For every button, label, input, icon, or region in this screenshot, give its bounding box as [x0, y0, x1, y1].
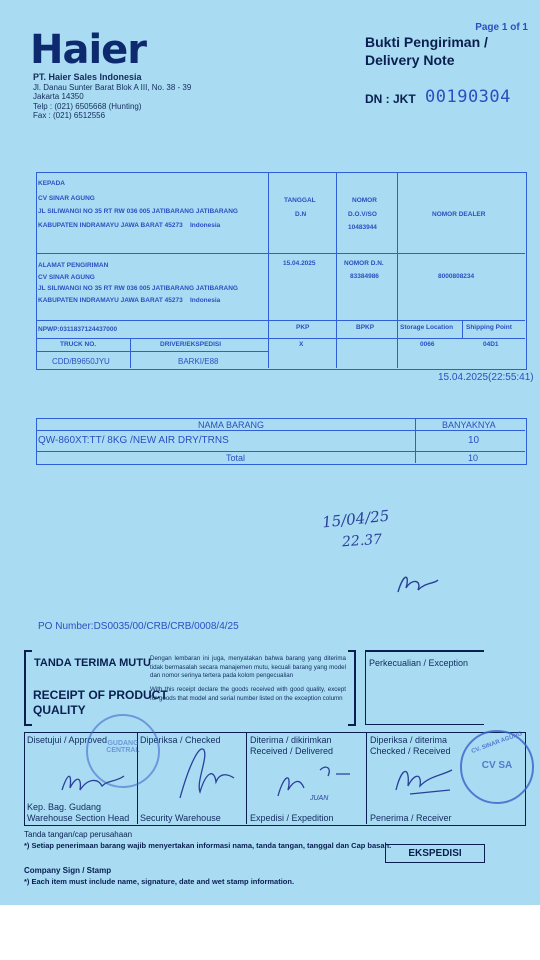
document-title — [365, 33, 488, 69]
driver-label: DRIVER/EKSPEDISI — [160, 341, 222, 348]
nomor-dn-value: 83384986 — [350, 273, 379, 280]
tanggal-label: TANGGAL — [284, 197, 316, 204]
receipt-bracket — [348, 650, 356, 726]
sig-approved-label: Disetujui / Approved — [27, 735, 108, 745]
company-sign-label: Company Sign / Stamp — [24, 866, 112, 875]
receipt-text-en: With this receipt declare the goods received with good quality, except for goods that model and serial number listed on the exception column — [150, 686, 346, 702]
col-name-header: NAMA BARANG — [198, 420, 265, 430]
recipient-name: CV SINAR AGUNG — [38, 194, 95, 202]
receipt-title-en-2: QUALITY — [33, 703, 86, 717]
address-line: Jakarta 14350 — [33, 92, 84, 101]
exception-label: Perkecualian / Exception — [369, 658, 469, 668]
nomor-label: NOMOR — [352, 197, 377, 204]
divider — [36, 320, 525, 321]
divider — [36, 338, 525, 339]
shipping-date: 15.04.2025 — [283, 260, 316, 267]
shipping-block — [38, 262, 238, 305]
signature-checked — [170, 742, 240, 806]
divider — [36, 253, 525, 254]
sig-security-role: Security Warehouse — [140, 813, 221, 823]
total-value: 10 — [468, 453, 479, 463]
shipping-country: Indonesia — [189, 296, 221, 304]
shipping-point-value: 04D1 — [483, 341, 499, 348]
dn-number: 00190304 — [425, 87, 511, 107]
bpkp-label: BPKP — [356, 324, 375, 331]
note-english: *) Each item must include name, signature, date and wet stamp information. — [24, 877, 295, 886]
total-label: Total — [226, 453, 246, 463]
dealer-value: 8000808234 — [438, 273, 475, 280]
receipt-title-en — [33, 688, 168, 718]
ekspedisi-box: EKSPEDISI — [385, 844, 485, 863]
receipt-bracket — [24, 650, 32, 726]
sig-checked-label: Diperiksa / Checked — [140, 735, 221, 745]
shipping-address: JL SILIWANGI NO 35 RT RW 036 005 JATIBARANG JATIBARANG — [38, 285, 238, 292]
col-qty-header: BANYAKNYA — [442, 420, 496, 430]
sig-approved-role-2: Warehouse Section Head — [27, 813, 130, 823]
shipping-point-label: Shipping Point — [466, 324, 512, 331]
recipient-address: JL SILIWANGI NO 35 RT RW 036 005 JATIBARANG JATIBARANG — [38, 208, 238, 215]
recipient-address-row — [38, 222, 238, 231]
company-stamp-center: CV SA — [481, 760, 513, 771]
receipt-title-en-1: RECEIPT OF PRODUCT — [33, 688, 168, 702]
po-number: PO Number:DS0035/00/CRB/CRB/0008/4/25 — [38, 621, 239, 632]
sig-receiver-role: Penerima / Receiver — [370, 813, 452, 823]
handwritten-signature — [392, 568, 442, 598]
receipt-title-id: TANDA TERIMA MUTU — [34, 657, 151, 669]
divider — [36, 451, 525, 452]
nomor-dn-label: NOMOR D.N. — [344, 260, 384, 267]
tanggal-value: D.N — [295, 211, 307, 218]
sig-approved-role-1: Kep. Bag. Gudang — [27, 802, 102, 812]
sig-received-label: Diperiksa / diterima Checked / Received — [370, 735, 451, 756]
page-indicator: Page 1 of 1 — [475, 22, 528, 33]
item-name: QW-860XT:TT/ 8KG /NEW AIR DRY/TRNS — [38, 435, 229, 446]
nomor-sub: D.O.V/SO — [348, 211, 377, 218]
recipient-label: KEPADA — [38, 180, 65, 187]
divider — [366, 732, 367, 824]
receipt-text-id: Dengan lembaran ini juga, menyatakan bahwa barang yang diterima tidak bermasalah secara manajemen mutu, kecuali barang yang model dan nomor serinya tertera pada kolom pengecualian — [150, 655, 346, 679]
sig-expedition-role: Expedisi / Expedition — [250, 813, 334, 823]
recipient-country: Indonesia — [189, 221, 221, 229]
truck-value: CDD/B9650JYU — [52, 357, 110, 366]
company-address — [33, 73, 191, 121]
signature-receiver — [390, 760, 460, 800]
truck-label: TRUCK NO. — [60, 341, 97, 348]
handwritten-date: 15/04/25 — [321, 506, 391, 532]
signature-approved — [58, 768, 128, 798]
shipping-name: CV SINAR AGUNG — [38, 273, 95, 281]
recipient-address-2: KABUPATEN INDRAMAYU JAWA BARAT 45273 — [38, 221, 183, 229]
driver-value: BARKI/E88 — [178, 357, 219, 366]
divider — [130, 338, 131, 368]
recipient-block — [38, 180, 238, 230]
title-line-2: Delivery Note — [365, 52, 455, 68]
item-qty: 10 — [468, 435, 480, 446]
warehouse-stamp-text: GUDANG CENTRAL — [106, 740, 140, 754]
fax-line: Fax : (021) 6512556 — [33, 111, 106, 120]
company-stamp-ring-text: CV. SINAR AGUNG — [470, 731, 524, 755]
address-line: Jl. Danau Sunter Barat Blok A III, No. 38 - 39 — [33, 82, 192, 92]
nomor-value: 10483944 — [348, 224, 377, 231]
note-indonesian: *) Setiap penerimaan barang wajib menyertakan informasi nama, tanda tangan, tanggal dan Cap basah. — [24, 841, 392, 850]
npwp: NPWP:0311837124437000 — [38, 326, 118, 333]
handwritten-time: 22.37 — [341, 531, 383, 551]
sig-approved-role — [27, 802, 129, 824]
shipping-address-row — [38, 297, 238, 306]
divider — [462, 320, 463, 338]
storage-value: 0066 — [420, 341, 435, 348]
divider — [415, 418, 416, 463]
divider — [36, 351, 268, 352]
dealer-label: NOMOR DEALER — [432, 211, 486, 218]
storage-label: Storage Location — [400, 324, 454, 331]
delivered-signer-name: JUAN — [310, 795, 329, 802]
dn-label: DN : JKT — [365, 92, 416, 106]
divider — [36, 430, 525, 431]
shipping-label: ALAMAT PENGIRIMAN — [38, 262, 109, 269]
pkp-label: PKP — [296, 324, 310, 331]
shipping-address-2: KABUPATEN INDRAMAYU JAWA BARAT 45273 — [38, 296, 183, 304]
title-line-1: Bukti Pengiriman / — [365, 34, 488, 50]
company-name: PT. Haier Sales Indonesia — [33, 72, 142, 82]
pkp-value: X — [299, 341, 304, 348]
stamp-note: Tanda tangan/cap perusahaan — [24, 830, 133, 839]
sig-delivered-label: Diterima / dikirimkan Received / Delivered — [250, 735, 334, 756]
haier-logo: Haier — [30, 27, 147, 73]
print-timestamp: 15.04.2025(22:55:41) — [438, 372, 534, 383]
company-stamp — [460, 730, 534, 804]
divider — [246, 732, 247, 824]
phone-line: Telp : (021) 6505668 (Hunting) — [33, 101, 142, 111]
